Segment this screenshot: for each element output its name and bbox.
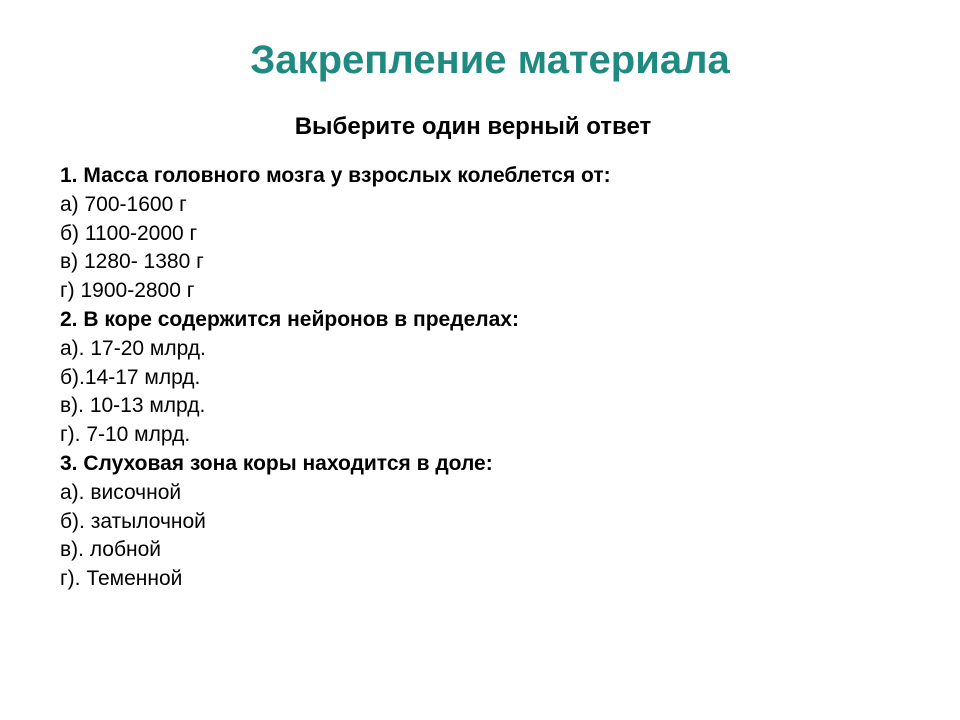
question-3	[60, 450, 920, 594]
question-2	[60, 306, 920, 450]
answer-option: в). лобной	[60, 538, 162, 562]
answer-option: г) 1900-2800 г	[60, 279, 195, 303]
question-text: 2. В коре содержится нейронов в пределах:	[60, 307, 519, 331]
answer-option: г). Теменной	[60, 567, 183, 591]
question-1	[60, 162, 920, 306]
questions-list	[60, 162, 920, 594]
answer-option: в). 10-13 млрд.	[60, 394, 206, 418]
answer-option: в) 1280- 1380 г	[60, 250, 204, 274]
question-text: 3. Слуховая зона коры находится в доле:	[60, 451, 493, 475]
answer-option: г). 7-10 млрд.	[60, 423, 191, 447]
answer-option: а). 17-20 млрд.	[60, 336, 206, 360]
answer-option: б) 1100-2000 г	[60, 221, 198, 245]
answer-option: а) 700-1600 г	[60, 192, 187, 216]
answer-option: а). височной	[60, 480, 182, 504]
slide-subtitle: Выберите один верный ответ	[294, 113, 652, 140]
slide-title: Закрепление материала	[250, 38, 730, 82]
answer-option: б).14-17 млрд.	[60, 365, 201, 389]
question-text: 1. Масса головного мозга у взрослых колеблется от:	[60, 164, 611, 187]
answer-option: б). затылочной	[60, 509, 206, 533]
